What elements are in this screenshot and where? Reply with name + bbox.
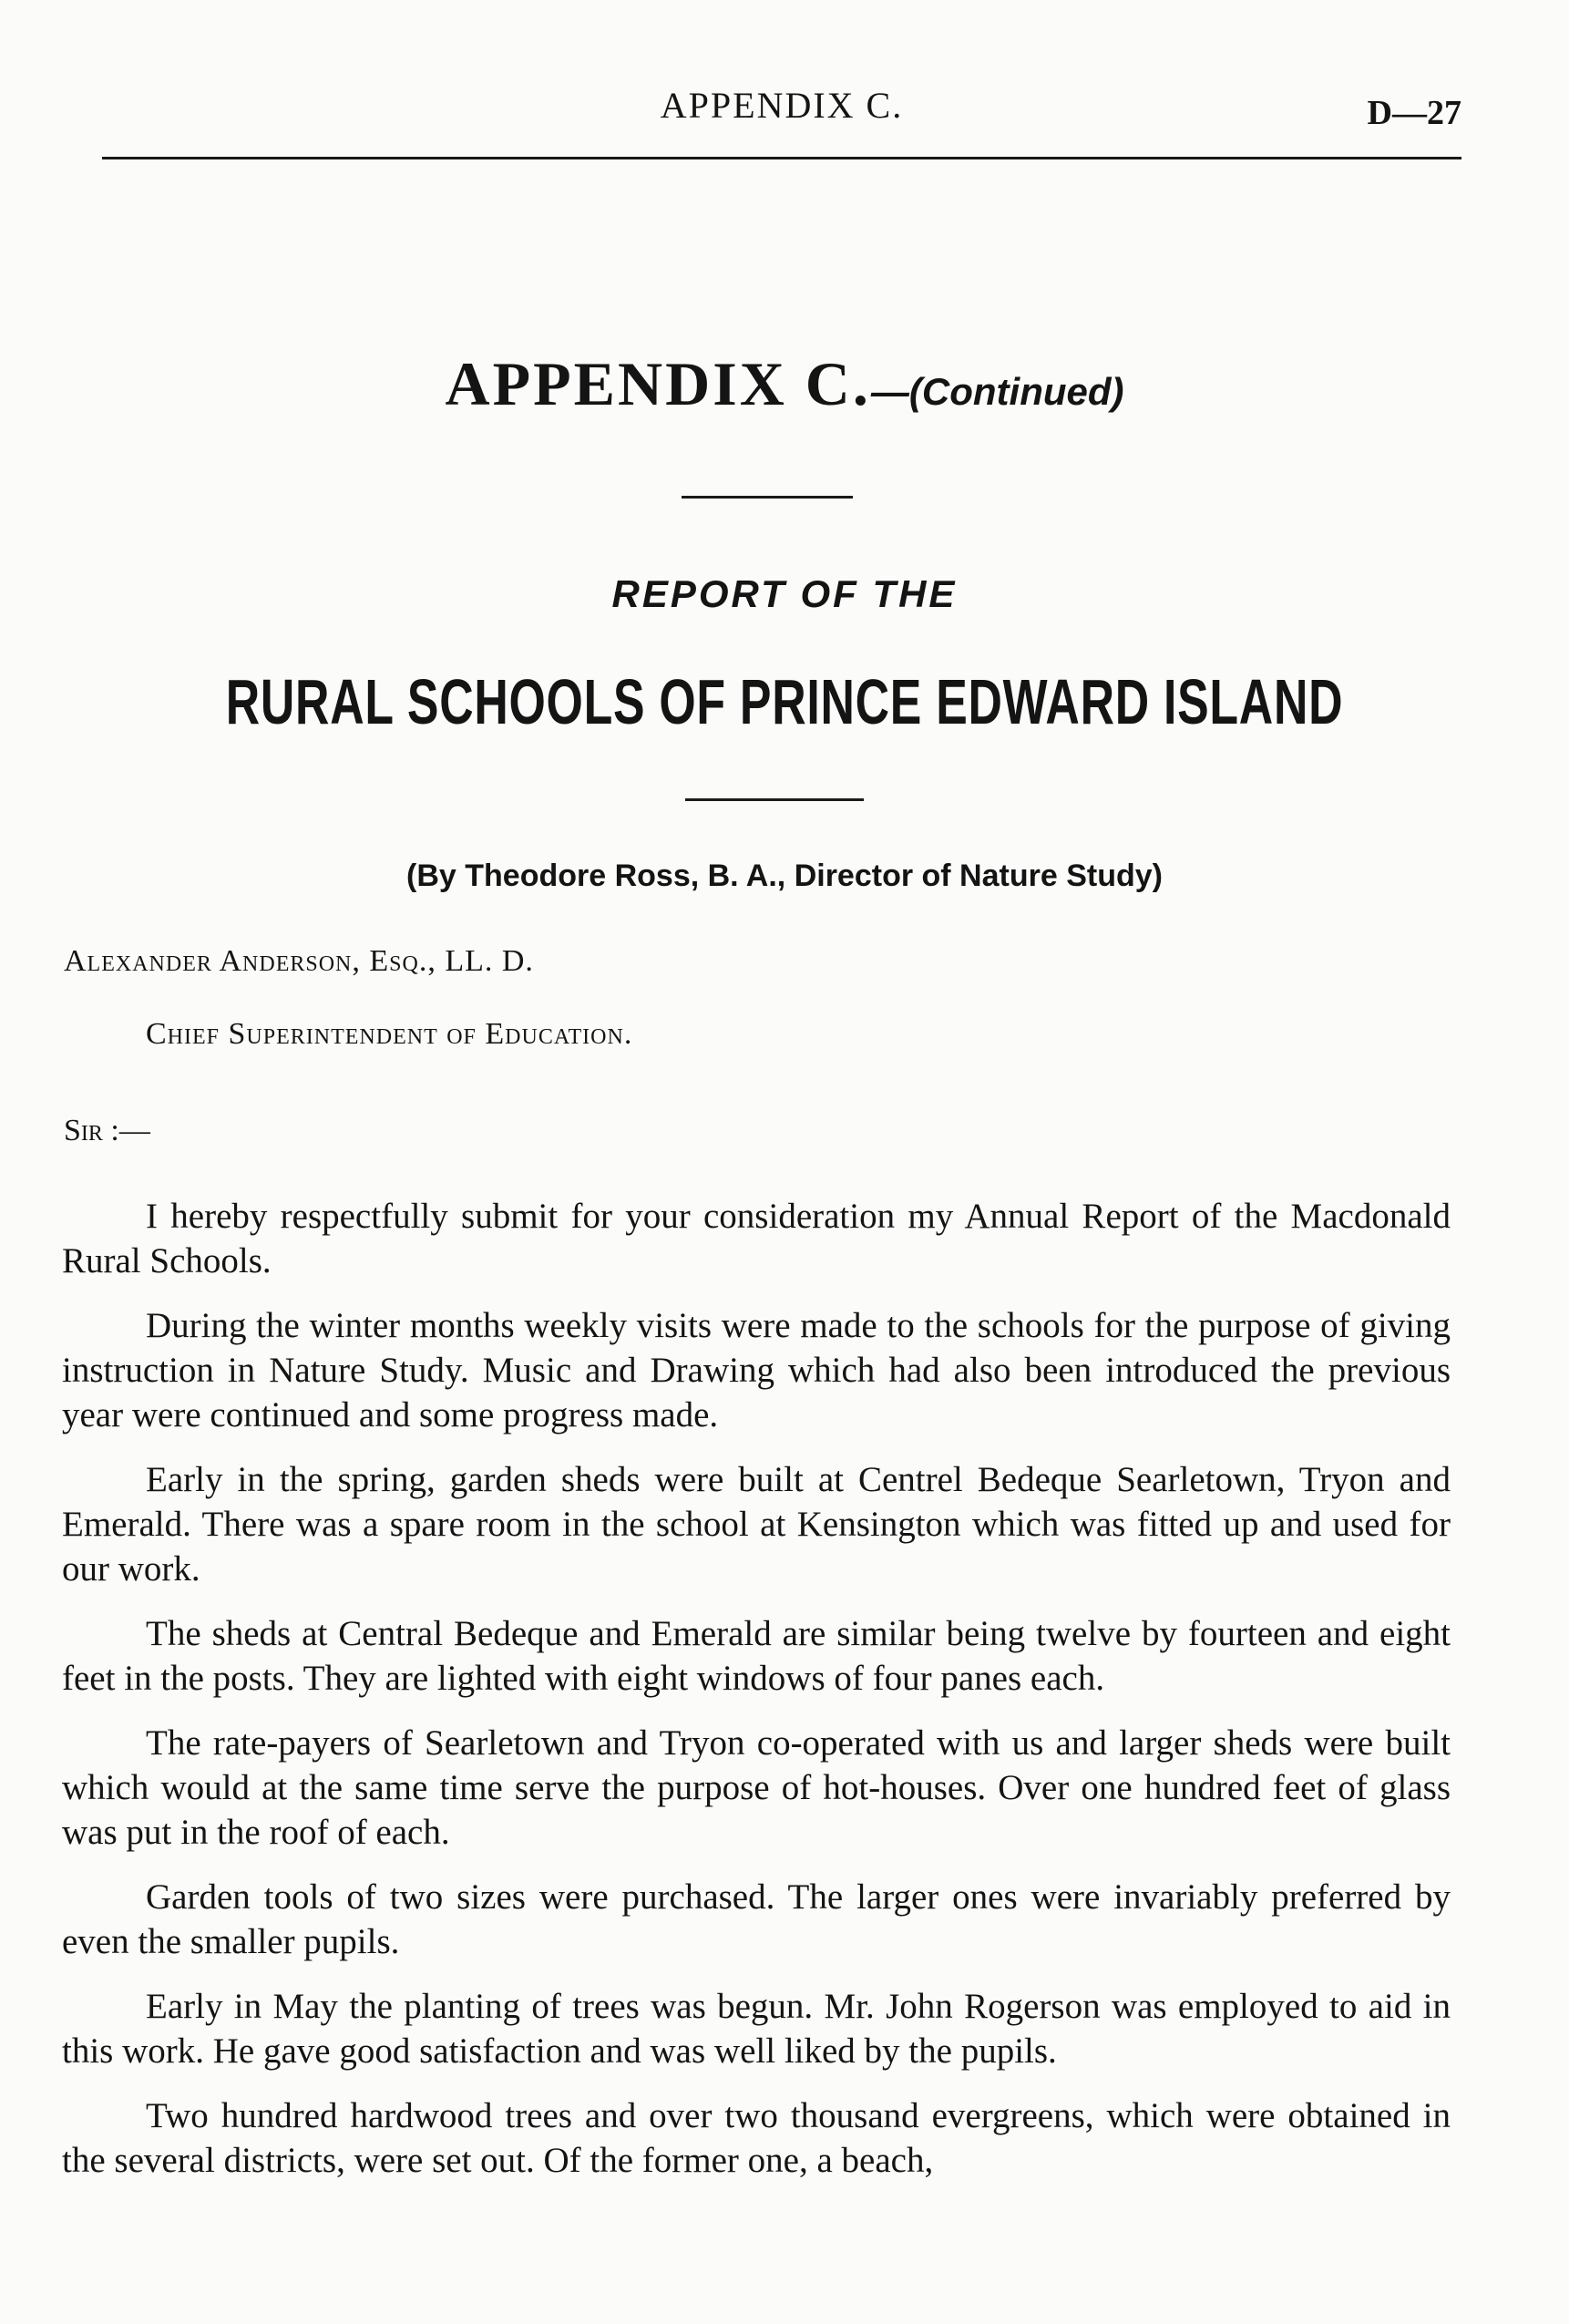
divider-rule-top xyxy=(682,496,853,499)
addressee-title: Chief Superintendent of Education. xyxy=(146,1017,633,1051)
divider-rule-bottom xyxy=(685,798,864,801)
paragraph: I hereby respectfully submit for your consideration my Annual Report of the Macdonald Rural Schools. xyxy=(62,1197,1451,1280)
appendix-title-main: APPENDIX C. xyxy=(445,349,871,418)
appendix-title-continued: —(Continued) xyxy=(870,370,1124,413)
report-title: RURAL SCHOOLS OF PRINCE EDWARD ISLAND xyxy=(225,666,1344,737)
paragraph: During the winter months weekly visits were made to the schools for the purpose of giving instruction in Nature Study. Music and Drawing which had also been introduced the previous year were continued and some progress made. xyxy=(62,1306,1451,1435)
paragraph: The rate-payers of Searletown and Tryon co-operated with us and larger sheds were built which would at the same time serve the purpose of hot-houses. Over one hundred feet of glass was put in the roof of each. xyxy=(62,1723,1451,1852)
appendix-title xyxy=(0,348,1569,420)
paragraph: Early in May the planting of trees was begun. Mr. John Rogerson was employed to aid in this work. He gave good satisfaction and was well liked by the pupils. xyxy=(62,1987,1451,2071)
paragraph: The sheds at Central Bedeque and Emerald are similar being twelve by fourteen and eight feet in the posts. They are lighted with eight windows of four panes each. xyxy=(62,1614,1451,1698)
paragraph: Two hundred hardwood trees and over two thousand evergreens, which were obtained in the several districts, were set out. Of the former one, a beach, xyxy=(62,2096,1451,2180)
running-header xyxy=(102,84,1461,159)
salutation: Sir :— xyxy=(64,1114,150,1147)
report-of-heading: REPORT OF THE xyxy=(611,572,958,615)
report-body xyxy=(62,1194,1451,2203)
paragraph: Garden tools of two sizes were purchased. The larger ones were invariably preferred by even the smaller pupils. xyxy=(62,1877,1451,1961)
running-title: APPENDIX C. xyxy=(660,85,904,126)
byline: (By Theodore Ross, B. A., Director of Nature Study) xyxy=(406,859,1163,893)
page-number: D—27 xyxy=(1367,94,1461,132)
addressee-name: Alexander Anderson, Esq., LL. D. xyxy=(64,944,534,978)
paragraph: Early in the spring, garden sheds were built at Centrel Bedeque Searletown, Tryon and Emerald. There was a spare room in the school at Kensington which was fitted up and used for our work. xyxy=(62,1460,1451,1589)
